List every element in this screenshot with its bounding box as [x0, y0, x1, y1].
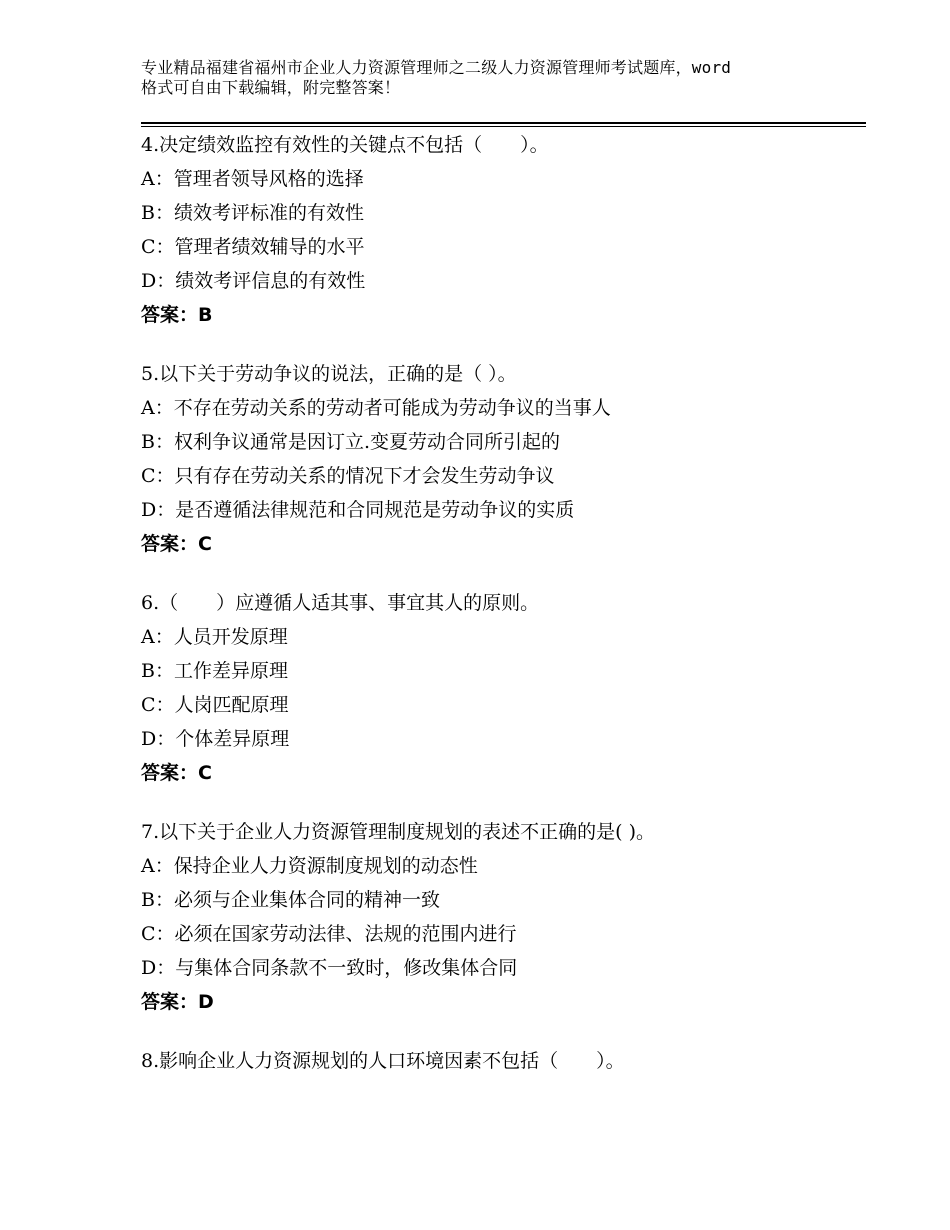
question-stem: 4.决定绩效监控有效性的关键点不包括（ ）。: [141, 134, 549, 156]
option-c: C：必须在国家劳动法律、法规的范围内进行: [141, 923, 517, 945]
option-b: B：绩效考评标准的有效性: [141, 202, 364, 224]
question-6: [141, 586, 866, 790]
question-stem: 6.（ ）应遵循人适其事、事宜其人的原则。: [141, 592, 540, 614]
option-a: A：不存在劳动关系的劳动者可能成为劳动争议的当事人: [141, 397, 611, 419]
option-b: B：工作差异原理: [141, 660, 288, 682]
question-list: [141, 128, 866, 1103]
header-divider-thick: [141, 122, 866, 124]
answer: 答案：B: [141, 304, 213, 326]
header-line-1: 专业精品福建省福州市企业人力资源管理师之二级人力资源管理师考试题库，word: [141, 58, 732, 77]
question-stem: 8.影响企业人力资源规划的人口环境因素不包括（ ）。: [141, 1050, 625, 1072]
question-7: [141, 815, 866, 1019]
option-c: C：只有存在劳动关系的情况下才会发生劳动争议: [141, 465, 555, 487]
question-4: [141, 128, 866, 332]
option-d: D：是否遵循法律规范和合同规范是劳动争议的实质: [141, 499, 575, 521]
question-stem: 7.以下关于企业人力资源管理制度规划的表述不正确的是( )。: [141, 821, 655, 843]
question-stem: 5.以下关于劳动争议的说法，正确的是（ ）。: [141, 363, 517, 385]
option-b: B：必须与企业集体合同的精神一致: [141, 889, 440, 911]
option-a: A：保持企业人力资源制度规划的动态性: [141, 855, 478, 877]
option-b: B：权利争议通常是因订立.变夏劳动合同所引起的: [141, 431, 561, 453]
question-8: [141, 1044, 866, 1078]
header-line-2: 格式可自由下载编辑，附完整答案！: [141, 78, 401, 97]
answer: 答案：C: [141, 762, 212, 784]
answer: 答案：C: [141, 533, 212, 555]
document-header: [141, 58, 841, 98]
option-d: D：绩效考评信息的有效性: [141, 270, 366, 292]
option-d: D：个体差异原理: [141, 728, 290, 750]
option-c: C：人岗匹配原理: [141, 694, 289, 716]
option-a: A：人员开发原理: [141, 626, 288, 648]
option-c: C：管理者绩效辅导的水平: [141, 236, 365, 258]
question-5: [141, 357, 866, 561]
answer: 答案：D: [141, 991, 214, 1013]
header-divider-thin: [141, 126, 866, 127]
option-a: A：管理者领导风格的选择: [141, 168, 364, 190]
option-d: D：与集体合同条款不一致时，修改集体合同: [141, 957, 518, 979]
